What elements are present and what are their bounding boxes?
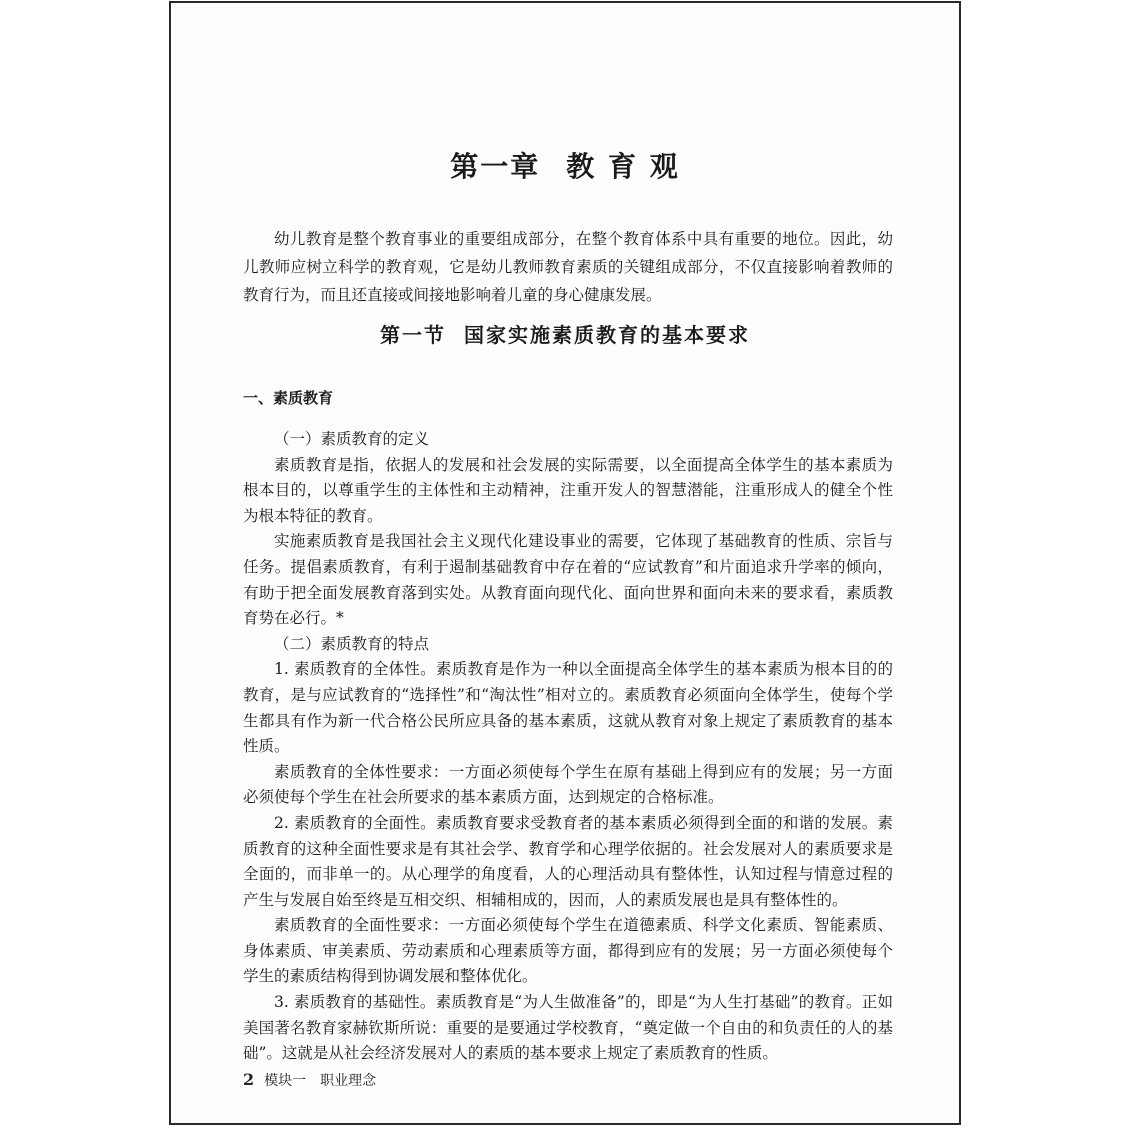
module-label: 模块一 bbox=[264, 1073, 307, 1089]
paragraph: 1. 素质教育的全体性。素质教育是作为一种以全面提高全体学生的基本素质为根本目的的教育，是与应试教育的“选择性”和“淘汰性”相对立的。素质教育必须面向全体学生，使每个学生都具有作为新一代合格公民所应具备的基本素质，这就从教育对象上规定了素质教育的基本性质。 bbox=[243, 660, 893, 756]
page-number: 2 bbox=[243, 1070, 255, 1089]
chapter-number: 第一章 bbox=[450, 150, 541, 183]
chapter-intro: 幼儿教育是整个教育事业的重要组成部分，在整个教育体系中具有重要的地位。因此，幼儿教师应树立科学的教育观，它是幼儿教师教育素质的关键组成部分，不仅直接影响着教师的教育行为，而且还直接或间接地影响着儿童的身心健康发展。 bbox=[243, 230, 893, 304]
paragraph: 素质教育的全面性要求：一方面必须使每个学生在道德素质、科学文化素质、智能素质、身体素质、审美素质、劳动素质和心理素质等方面，都得到应有的发展；另一方面必须使每个学生的素质结构得到协调发展和整体优化。 bbox=[243, 916, 893, 986]
section-name: 国家实施素质教育的基本要求 bbox=[464, 323, 750, 347]
paragraph: 3. 素质教育的基础性。素质教育是“为人生做准备”的，即是“为人生打基础”的教育。正如美国著名教育家赫钦斯所说：重要的是要通过学校教育，“奠定做一个自由的和负责任的人的基础”。这就是从社会经济发展对人的素质的基本要求上规定了素质教育的性质。 bbox=[243, 993, 893, 1063]
paragraph-features-heading: （二）素质教育的特点 bbox=[274, 634, 430, 653]
chapter-title bbox=[171, 145, 959, 185]
subheading: 一、素质教育 bbox=[243, 389, 334, 407]
paragraph-definition-heading: （一）素质教育的定义 bbox=[274, 430, 430, 448]
section-title bbox=[171, 319, 959, 348]
book-page bbox=[169, 1, 961, 1125]
paragraph: 实施素质教育是我国社会主义现代化建设事业的需要，它体现了基础教育的性质、宗旨与任务。提倡素质教育，有利于遏制基础教育中存在着的“应试教育”和片面追求升学率的倾向，有助于把全面发展教育落到实处。从教育面向现代化、面向世界和面向未来的要求看，素质教育势在必行。* bbox=[243, 532, 893, 628]
paragraph: 素质教育的全体性要求：一方面必须使每个学生在原有基础上得到应有的发展；另一方面必须使每个学生在社会所要求的基本素质方面，达到规定的合格标准。 bbox=[243, 762, 893, 807]
page-footer bbox=[243, 1070, 376, 1090]
paragraph: 2. 素质教育的全面性。素质教育要求受教育者的基本素质必须得到全面的和谐的发展。素质教育的这种全面性要求是有其社会学、教育学和心理学依据的。社会发展对人的素质要求是全面的，而非单一的。从心理学的角度看，人的心理活动具有整体性，认知过程与情意过程的产生与发展自始至终是互相交织、相辅相成的，因而，人的素质发展也是具有整体性的。 bbox=[243, 813, 893, 909]
section-number: 第一节 bbox=[380, 323, 446, 347]
paragraph: 素质教育是指，依据人的发展和社会发展的实际需要，以全面提高全体学生的基本素质为根本目的，以尊重学生的主体性和主动精神，注重开发人的智慧潜能，注重形成人的健全个性为根本特征的教育。 bbox=[243, 455, 893, 525]
chapter-name: 教 育 观 bbox=[566, 150, 680, 183]
body-text bbox=[243, 427, 893, 1067]
module-title: 职业理念 bbox=[320, 1073, 377, 1089]
